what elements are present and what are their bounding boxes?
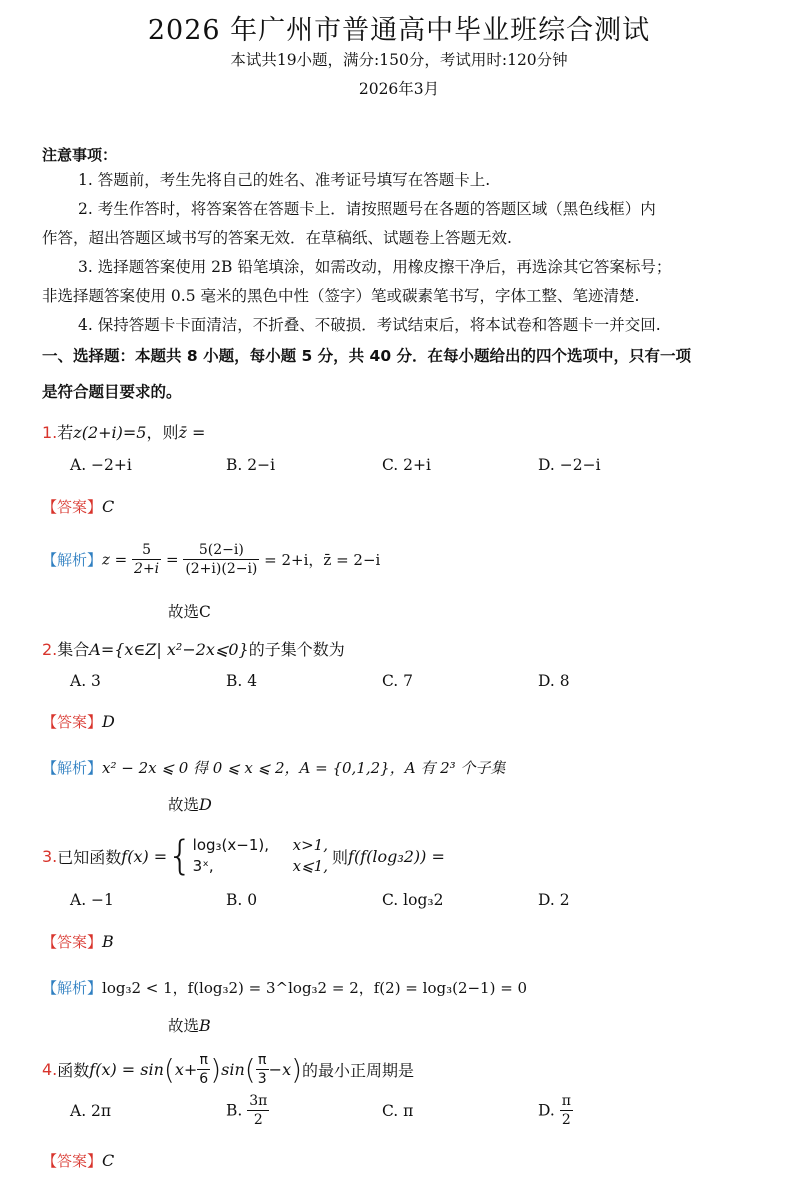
section-heading-line1: 一、选择题：本题共 8 小题，每小题 5 分，共 40 分．在每小题给出的四个选项中，只有一项	[42, 347, 692, 365]
question-number: 4.	[42, 1059, 58, 1079]
notice-heading: 注意事项：	[42, 146, 118, 164]
notice-item-3-cont: 非选择题答案使用 0.5 毫米的黑色中性（签字）笔或碳素笔书写，字体工整、笔迹清楚.	[42, 287, 640, 305]
fraction: $\frac{\pi}{3}$	[257, 1051, 267, 1087]
section-heading-line2: 是符合题目要求的。	[42, 383, 182, 401]
q1-option-c: C. 2+i	[382, 456, 431, 474]
q4-answer: 【答案】C	[42, 1151, 115, 1170]
fraction: $\frac{3\pi}{2}$	[249, 1093, 268, 1128]
q2-option-a: A. 3	[70, 672, 101, 690]
q2-option-d: D. 8	[538, 672, 570, 690]
q3-option-c: C. log₃2	[382, 891, 444, 909]
question-2-stem: 2.集合A={x∈Z| x²−2x⩽0}的子集个数为	[42, 640, 345, 659]
question-1-stem: 1.若z(2+i)=5，则z̄ =	[42, 423, 206, 442]
q4-option-c: C. π	[382, 1102, 414, 1120]
notice-item-2: 2. 考生作答时，将答案答在答题卡上．请按照题号在各题的答题区域（黑色线框）内	[78, 200, 656, 218]
q2-option-b: B. 4	[226, 672, 258, 690]
fraction: $\frac{5}{2+i}$	[134, 542, 160, 577]
question-4-stem: 4. 函数 f(x) = sin ( x+ $\frac{\pi}{6}$ ) sin ( $\frac{\pi}{3}$ −x ) 的最小正周期是	[42, 1051, 415, 1087]
notice-item-1: 1. 答题前，考生先将自己的姓名、准考证号填写在答题卡上.	[78, 171, 491, 189]
q1-option-b: B. 2−i	[226, 456, 276, 474]
question-number: 2.	[42, 640, 58, 659]
q3-explanation: 【解析】log₃2 < 1，f(log₃2) = 3^log₃2 = 2，f(2) = log₃(2−1) = 0	[42, 979, 528, 997]
question-number: 1.	[42, 423, 58, 442]
question-number: 3.	[42, 846, 58, 866]
notice-item-2-cont: 作答，超出答题区域书写的答案无效．在草稿纸、试题卷上答题无效.	[42, 229, 512, 247]
q1-answer: 【答案】C	[42, 497, 115, 516]
q3-option-a: A. −1	[70, 891, 114, 909]
q3-choose: 故选B	[168, 1016, 211, 1035]
q3-option-b: B. 0	[226, 891, 258, 909]
exam-title: 2026 年广州市普通高中毕业班综合测试	[147, 15, 651, 46]
piecewise-cases: log₃(x−1), x>1, 3ˣ, x⩽1,	[192, 836, 328, 875]
q2-choose: 故选D	[168, 795, 212, 814]
q2-answer: 【答案】D	[42, 712, 115, 731]
exam-date: 2026年3月	[358, 80, 440, 98]
q4-option-d: D. $\frac{\pi}{2}$	[538, 1093, 571, 1128]
notice-item-3: 3. 选择题答案使用 2B 铅笔填涂，如需改动，用橡皮擦干净后，再选涂其它答案标号；	[78, 258, 672, 276]
q2-option-c: C. 7	[382, 672, 414, 690]
fraction: $\frac{\pi}{2}$	[561, 1093, 571, 1128]
exam-subtitle: 本试共19小题，满分:150分，考试用时:120分钟	[230, 51, 568, 69]
q3-answer: 【答案】B	[42, 932, 114, 951]
q4-option-a: A. 2π	[70, 1102, 112, 1120]
q1-explanation: 【解析】z = $\frac{5}{2+i}$ = $\frac{5(2-i)}{(2+i)(2-i)}$ = 2+i，z̄ = 2−i	[42, 542, 381, 577]
fraction: $\frac{5(2-i)}{(2+i)(2-i)}$	[185, 542, 258, 577]
left-brace: {	[167, 833, 193, 879]
question-3-stem: 3. 已知函数 f(x) = { log₃(x−1), x>1, 3ˣ, x⩽1, 则 f(f(log₃2)) =	[42, 833, 445, 879]
q3-option-d: D. 2	[538, 891, 570, 909]
q4-option-b: B. $\frac{3\pi}{2}$	[226, 1093, 268, 1128]
notice-item-4: 4. 保持答题卡卡面清洁，不折叠、不破损．考试结束后，将本试卷和答题卡一并交回.	[78, 316, 661, 334]
q1-option-d: D. −2−i	[538, 456, 601, 474]
q1-choose: 故选C	[168, 603, 211, 621]
q1-option-a: A. −2+i	[70, 456, 132, 474]
fraction: $\frac{\pi}{6}$	[199, 1051, 209, 1087]
q2-explanation: 【解析】x² − 2x ⩽ 0 得 0 ⩽ x ⩽ 2，A = {0,1,2}，A 有 2³ 个子集	[42, 759, 506, 777]
